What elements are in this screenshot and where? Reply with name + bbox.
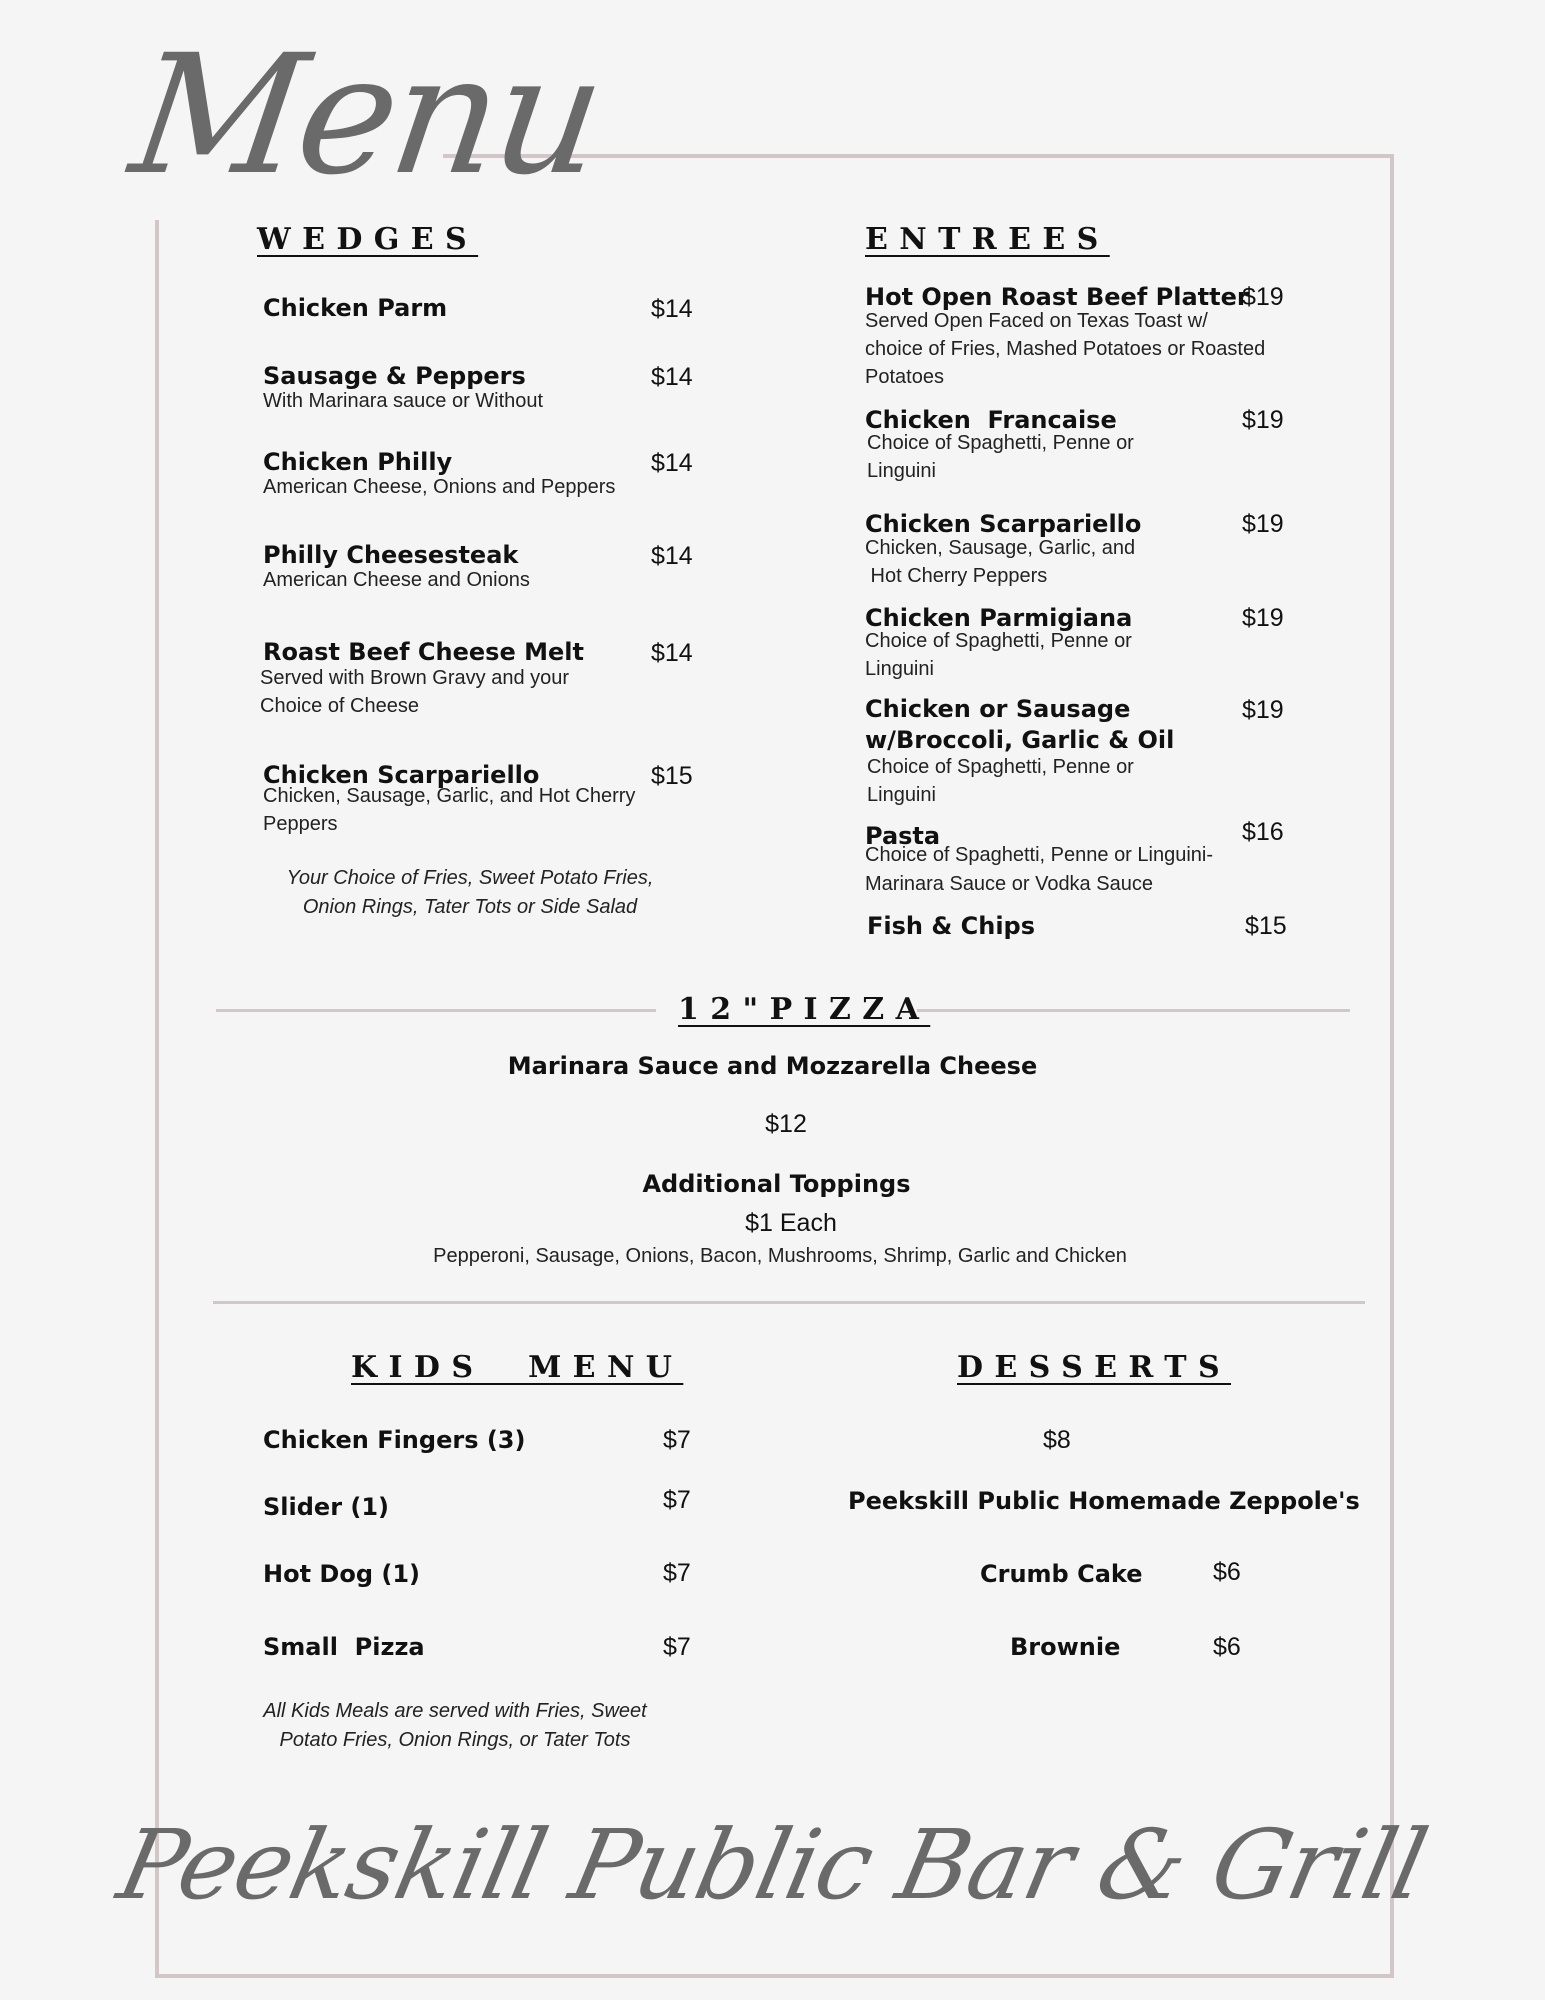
- wedge-item-desc: American Cheese and Onions: [263, 569, 530, 591]
- entree-item-desc: Choice of Spaghetti, Penne or: [865, 630, 1132, 652]
- entree-item-desc: Marinara Sauce or Vodka Sauce: [865, 873, 1153, 895]
- frame-bottom-line: [155, 1974, 1394, 1978]
- wedge-item-name: Sausage & Peppers: [263, 362, 526, 390]
- entree-item-desc: Chicken, Sausage, Garlic, and: [865, 537, 1136, 559]
- entree-item-name: Chicken Parmigiana: [865, 604, 1133, 632]
- entrees-heading: ENTREES: [865, 222, 1110, 257]
- entree-item-name: Hot Open Roast Beef Platter: [865, 283, 1249, 311]
- wedge-item-desc: With Marinara sauce or Without: [263, 390, 544, 412]
- wedge-item-desc: Peppers: [263, 813, 338, 835]
- pizza-divider-right: [917, 1009, 1350, 1012]
- menu-title: Menu: [121, 19, 612, 211]
- entree-item-name: w/Broccoli, Garlic & Oil: [865, 726, 1175, 754]
- desserts-heading: DESSERTS: [957, 1350, 1232, 1385]
- wedge-item-desc: Chicken, Sausage, Garlic, and Hot Cherry: [263, 785, 636, 807]
- entree-item-name: Fish & Chips: [867, 912, 1036, 940]
- section-divider: [213, 1301, 1365, 1304]
- wedge-item-price: $15: [651, 762, 693, 790]
- wedge-item-price: $14: [651, 639, 693, 667]
- entree-item-desc: Hot Cherry Peppers: [865, 565, 1048, 587]
- entree-item-desc: Choice of Spaghetti, Penne or: [867, 432, 1134, 454]
- note-line: Potato Fries, Onion Rings, or Tater Tots: [279, 1729, 631, 1751]
- kids-item-price: $7: [663, 1633, 691, 1661]
- entree-item-price: $15: [1245, 912, 1287, 940]
- entree-item-desc: Linguini: [867, 460, 936, 482]
- frame-left-line: [155, 220, 159, 1978]
- note-line: Your Choice of Fries, Sweet Potato Fries,: [286, 867, 654, 889]
- entree-item-desc: Served Open Faced on Texas Toast w/: [865, 310, 1208, 332]
- toppings-list: Pepperoni, Sausage, Onions, Bacon, Mushrooms, Shrimp, Garlic and Chicken: [433, 1245, 1127, 1267]
- kids-item-name: Hot Dog (1): [263, 1560, 420, 1588]
- entree-item-price: $16: [1242, 818, 1284, 846]
- kids-item-price: $7: [663, 1559, 691, 1587]
- wedge-item-name: Chicken Philly: [263, 448, 453, 476]
- wedge-item-name: Chicken Parm: [263, 294, 448, 322]
- kids-item-name: Chicken Fingers (3): [263, 1426, 526, 1454]
- kids-meals-note: [230, 1697, 680, 1755]
- wedges-sides-note: [240, 864, 700, 922]
- entree-item-name: Chicken Francaise: [865, 406, 1117, 434]
- wedge-item-desc: Choice of Cheese: [260, 695, 419, 717]
- wedge-item-desc: American Cheese, Onions and Peppers: [263, 476, 616, 498]
- entree-item-desc: Choice of Spaghetti, Penne or: [867, 756, 1134, 778]
- wedge-item-desc: Served with Brown Gravy and your: [260, 667, 570, 689]
- toppings-title: Additional Toppings: [642, 1170, 911, 1198]
- note-line: Onion Rings, Tater Tots or Side Salad: [302, 896, 638, 918]
- entree-item-desc: Choice of Spaghetti, Penne or Linguini-: [865, 844, 1214, 866]
- zeppole-price: $8: [1043, 1426, 1071, 1454]
- kids-item-price: $7: [663, 1486, 691, 1514]
- entree-item-desc: Linguini: [867, 784, 936, 806]
- entree-item-name: Chicken or Sausage: [865, 695, 1131, 723]
- wedge-item-name: Chicken Scarpariello: [263, 761, 540, 789]
- entree-item-name: Chicken Scarpariello: [865, 510, 1142, 538]
- entree-item-desc: Linguini: [865, 658, 934, 680]
- entree-item-price: $19: [1242, 283, 1284, 311]
- pizza-divider-left: [216, 1009, 656, 1012]
- dessert-item-name: Crumb Cake: [980, 1560, 1143, 1588]
- wedges-heading: WEDGES: [257, 222, 479, 257]
- entree-item-price: $19: [1242, 510, 1284, 538]
- zeppole-name: Peekskill Public Homemade Zeppole's: [848, 1487, 1360, 1515]
- restaurant-name: Peekskill Public Bar & Grill: [109, 1809, 1436, 1921]
- toppings-price: $1 Each: [745, 1209, 837, 1237]
- pizza-heading: 12"PIZZA: [678, 992, 931, 1027]
- wedge-item-name: Philly Cheesesteak: [263, 541, 519, 569]
- entree-item-price: $19: [1242, 604, 1284, 632]
- wedge-item-price: $14: [651, 295, 693, 323]
- entree-item-desc: choice of Fries, Mashed Potatoes or Roasted: [865, 338, 1266, 360]
- wedge-item-name: Roast Beef Cheese Melt: [263, 638, 584, 666]
- entree-item-name: Pasta: [865, 822, 941, 850]
- kids-heading: KIDS MENU: [351, 1350, 684, 1385]
- entree-item-desc: Potatoes: [865, 366, 944, 388]
- wedge-item-price: $14: [651, 542, 693, 570]
- entree-item-price: $19: [1242, 406, 1284, 434]
- note-line: All Kids Meals are served with Fries, Sweet: [263, 1700, 647, 1722]
- wedge-item-price: $14: [651, 363, 693, 391]
- pizza-price: $12: [765, 1110, 807, 1138]
- entree-item-price: $19: [1242, 696, 1284, 724]
- kids-item-price: $7: [663, 1426, 691, 1454]
- kids-item-name: Small Pizza: [263, 1633, 425, 1661]
- wedge-item-price: $14: [651, 449, 693, 477]
- dessert-item-price: $6: [1213, 1633, 1241, 1661]
- pizza-base: Marinara Sauce and Mozzarella Cheese: [507, 1052, 1038, 1080]
- dessert-item-price: $6: [1213, 1558, 1241, 1586]
- dessert-item-name: Brownie: [1010, 1633, 1121, 1661]
- kids-item-name: Slider (1): [263, 1493, 390, 1521]
